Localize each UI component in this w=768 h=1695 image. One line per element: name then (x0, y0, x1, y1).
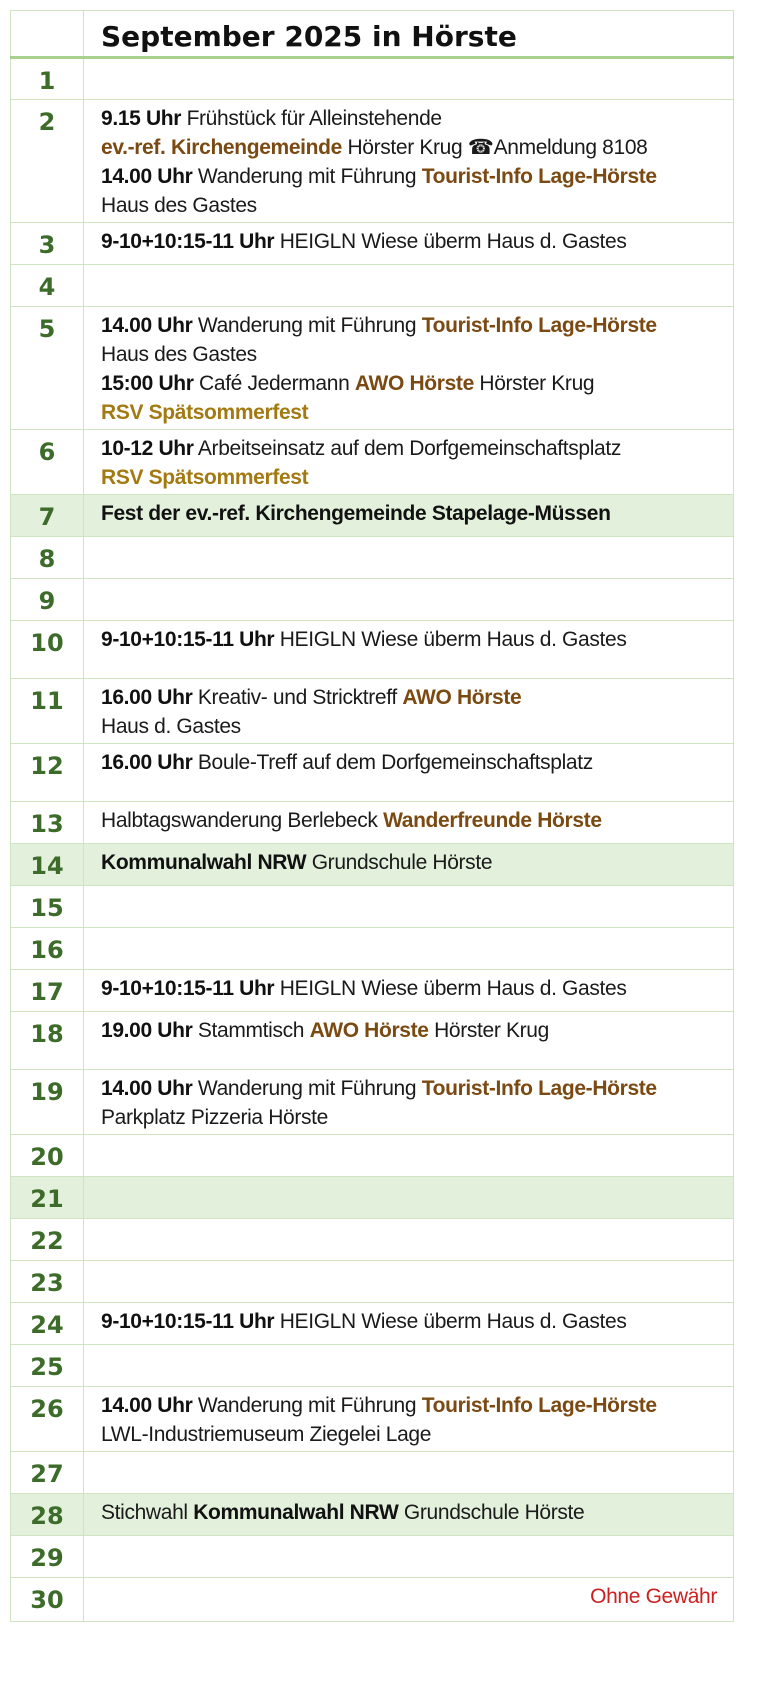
day-events (84, 744, 734, 802)
event-highlight-text: 10-12 Uhr (101, 437, 194, 460)
day-number: 18 (11, 1012, 84, 1070)
day-row-10 (11, 621, 734, 679)
event-highlight-text: Tourist-Info Lage-Hörste (421, 1394, 657, 1417)
day-events (84, 1070, 734, 1135)
event-line (101, 974, 725, 1003)
event-highlight-text: Kommunalwahl NRW (101, 851, 307, 874)
day-row-6 (11, 430, 734, 495)
event-text: Stammtisch (192, 1019, 310, 1042)
day-number: 23 (11, 1261, 84, 1303)
event-text: Anmeldung 8108 (493, 136, 648, 159)
day-row-14 (11, 844, 734, 886)
event-highlight-text: Tourist-Info Lage-Hörste (421, 1077, 657, 1100)
day-events (84, 802, 734, 844)
header-row (11, 11, 734, 58)
day-events (84, 265, 734, 307)
day-events (84, 1387, 734, 1452)
event-highlight-text: 9-10+10:15-11 Uhr (101, 977, 275, 1000)
day-row-30 (11, 1578, 734, 1622)
event-text: Grundschule Hörste (398, 1501, 585, 1524)
event-text: Haus des Gastes (101, 194, 257, 217)
event-line (101, 340, 725, 369)
day-events (84, 1177, 734, 1219)
event-text: Kreativ- und Stricktreff (192, 686, 403, 709)
event-highlight-text: 19.00 Uhr (101, 1019, 193, 1042)
day-number: 13 (11, 802, 84, 844)
event-text: Haus des Gastes (101, 343, 257, 366)
day-number: 22 (11, 1219, 84, 1261)
day-events (84, 621, 734, 679)
phone-icon: ☎ (467, 136, 494, 159)
event-text: Halbtagswanderung Berlebeck (101, 809, 384, 832)
day-number: 1 (11, 58, 84, 100)
day-events (84, 1345, 734, 1387)
event-highlight-text: AWO Hörste (309, 1019, 429, 1042)
event-text: Parkplatz Pizzeria Hörste (101, 1106, 328, 1129)
event-highlight-text: 15:00 Uhr (101, 372, 194, 395)
event-highlight-text: ev.-ref. Kirchengemeinde (101, 136, 342, 159)
event-highlight-text: Kommunalwahl NRW (193, 1501, 399, 1524)
day-number: 27 (11, 1452, 84, 1494)
event-line (101, 625, 725, 654)
day-events (84, 928, 734, 970)
event-line (101, 1103, 725, 1132)
day-events (84, 679, 734, 744)
day-events (84, 1012, 734, 1070)
event-highlight-text: Fest der ev.-ref. Kirchengemeinde Stapelage-Müssen (101, 502, 611, 525)
day-events (84, 537, 734, 579)
event-line (101, 162, 725, 191)
event-highlight-text: Wanderfreunde Hörste (383, 809, 602, 832)
day-number: 25 (11, 1345, 84, 1387)
event-highlight-text: 14.00 Uhr (101, 1077, 193, 1100)
event-text: Wanderung mit Führung (192, 1077, 422, 1100)
day-events (84, 886, 734, 928)
calendar-body (11, 58, 734, 1622)
event-line (101, 748, 725, 777)
day-number: 6 (11, 430, 84, 495)
day-row-15 (11, 886, 734, 928)
event-line (101, 1074, 725, 1103)
day-number: 8 (11, 537, 84, 579)
day-events (84, 844, 734, 886)
event-highlight-text: AWO Hörste (402, 686, 522, 709)
day-events (84, 307, 734, 430)
event-highlight-text: 16.00 Uhr (101, 686, 193, 709)
day-number: 3 (11, 223, 84, 265)
day-row-3 (11, 223, 734, 265)
event-line (101, 683, 725, 712)
event-text: Boule-Treff auf dem Dorfgemeinschaftsplatz (192, 751, 593, 774)
event-line (101, 398, 725, 427)
day-number: 14 (11, 844, 84, 886)
event-text: Arbeitseinsatz auf dem Dorfgemeinschaftsplatz (193, 437, 622, 460)
day-events (84, 495, 734, 537)
event-line (101, 1391, 725, 1420)
day-row-2 (11, 100, 734, 223)
day-row-19 (11, 1070, 734, 1135)
day-events (84, 1494, 734, 1536)
event-line (101, 463, 725, 492)
day-number: 5 (11, 307, 84, 430)
event-highlight-text: 16.00 Uhr (101, 751, 193, 774)
day-number: 28 (11, 1494, 84, 1536)
day-events (84, 100, 734, 223)
event-line (101, 712, 725, 741)
day-row-12 (11, 744, 734, 802)
day-events (84, 970, 734, 1012)
day-number: 17 (11, 970, 84, 1012)
event-highlight-text: 9.15 Uhr (101, 107, 182, 130)
event-text: Stichwahl (101, 1501, 194, 1524)
event-text: Wanderung mit Führung (192, 314, 422, 337)
day-number: 4 (11, 265, 84, 307)
day-row-25 (11, 1345, 734, 1387)
event-highlight-text: RSV Spätsommerfest (101, 466, 309, 489)
event-line (101, 434, 725, 463)
day-events (84, 1536, 734, 1578)
event-highlight-text: 14.00 Uhr (101, 1394, 193, 1417)
event-highlight-text: 9-10+10:15-11 Uhr (101, 230, 275, 253)
header-day-cell (11, 11, 84, 58)
event-highlight-text: Tourist-Info Lage-Hörste (421, 314, 657, 337)
event-text: Frühstück für Alleinstehende (181, 107, 442, 130)
day-events (84, 579, 734, 621)
calendar-title: September 2025 in Hörste (84, 11, 734, 58)
day-row-9 (11, 579, 734, 621)
day-number: 19 (11, 1070, 84, 1135)
event-line (101, 227, 725, 256)
event-text: Hörster Krug (428, 1019, 549, 1042)
disclaimer-note: Ohne Gewähr (590, 1585, 717, 1608)
day-row-24 (11, 1303, 734, 1345)
day-row-21 (11, 1177, 734, 1219)
event-text: Café Jedermann (193, 372, 355, 395)
day-row-5 (11, 307, 734, 430)
event-text: LWL-Industriemuseum Ziegelei Lage (101, 1423, 432, 1446)
event-highlight-text: 9-10+10:15-11 Uhr (101, 628, 275, 651)
day-row-27 (11, 1452, 734, 1494)
event-text: Wanderung mit Führung (192, 1394, 422, 1417)
day-number: 9 (11, 579, 84, 621)
day-row-8 (11, 537, 734, 579)
day-row-7 (11, 495, 734, 537)
event-line (101, 311, 725, 340)
event-line (101, 369, 725, 398)
day-number: 10 (11, 621, 84, 679)
event-line (101, 1498, 725, 1527)
day-row-16 (11, 928, 734, 970)
day-number: 24 (11, 1303, 84, 1345)
day-events (84, 430, 734, 495)
day-row-23 (11, 1261, 734, 1303)
day-number: 29 (11, 1536, 84, 1578)
day-row-4 (11, 265, 734, 307)
day-events (84, 1452, 734, 1494)
day-row-22 (11, 1219, 734, 1261)
day-number: 2 (11, 100, 84, 223)
event-line (101, 1307, 725, 1336)
day-number: 21 (11, 1177, 84, 1219)
day-number: 15 (11, 886, 84, 928)
day-number: 26 (11, 1387, 84, 1452)
day-row-11 (11, 679, 734, 744)
event-highlight-text: 14.00 Uhr (101, 165, 193, 188)
event-line (101, 104, 725, 133)
event-line (101, 499, 725, 528)
event-text: Grundschule Hörste (306, 851, 493, 874)
day-number: 20 (11, 1135, 84, 1177)
day-events (84, 1135, 734, 1177)
day-row-18 (11, 1012, 734, 1070)
event-line (101, 848, 725, 877)
day-row-20 (11, 1135, 734, 1177)
event-highlight-text: 9-10+10:15-11 Uhr (101, 1310, 275, 1333)
day-events (84, 1578, 734, 1622)
day-number: 12 (11, 744, 84, 802)
day-events (84, 1261, 734, 1303)
event-text: HEIGLN Wiese überm Haus d. Gastes (274, 230, 627, 253)
day-row-26 (11, 1387, 734, 1452)
day-row-29 (11, 1536, 734, 1578)
day-row-28 (11, 1494, 734, 1536)
day-events (84, 58, 734, 100)
day-row-13 (11, 802, 734, 844)
event-text: HEIGLN Wiese überm Haus d. Gastes (274, 977, 627, 1000)
event-line (101, 1420, 725, 1449)
event-text: Hörster Krug (341, 136, 468, 159)
event-highlight-text: 14.00 Uhr (101, 314, 193, 337)
event-line (101, 191, 725, 220)
event-text: Wanderung mit Führung (192, 165, 422, 188)
event-text: HEIGLN Wiese überm Haus d. Gastes (274, 1310, 627, 1333)
event-line (101, 133, 725, 162)
event-line (101, 1016, 725, 1045)
day-events (84, 1219, 734, 1261)
day-row-17 (11, 970, 734, 1012)
event-text: HEIGLN Wiese überm Haus d. Gastes (274, 628, 627, 651)
event-line (101, 806, 725, 835)
event-highlight-text: AWO Hörste (354, 372, 474, 395)
day-number: 30 (11, 1578, 84, 1622)
day-number: 16 (11, 928, 84, 970)
event-highlight-text: Tourist-Info Lage-Hörste (421, 165, 657, 188)
day-number: 11 (11, 679, 84, 744)
event-text: Haus d. Gastes (101, 715, 241, 738)
day-number: 7 (11, 495, 84, 537)
september-calendar (10, 10, 734, 1622)
event-highlight-text: RSV Spätsommerfest (101, 401, 309, 424)
event-text: Hörster Krug (473, 372, 595, 395)
day-events (84, 223, 734, 265)
day-row-1 (11, 58, 734, 100)
day-events (84, 1303, 734, 1345)
